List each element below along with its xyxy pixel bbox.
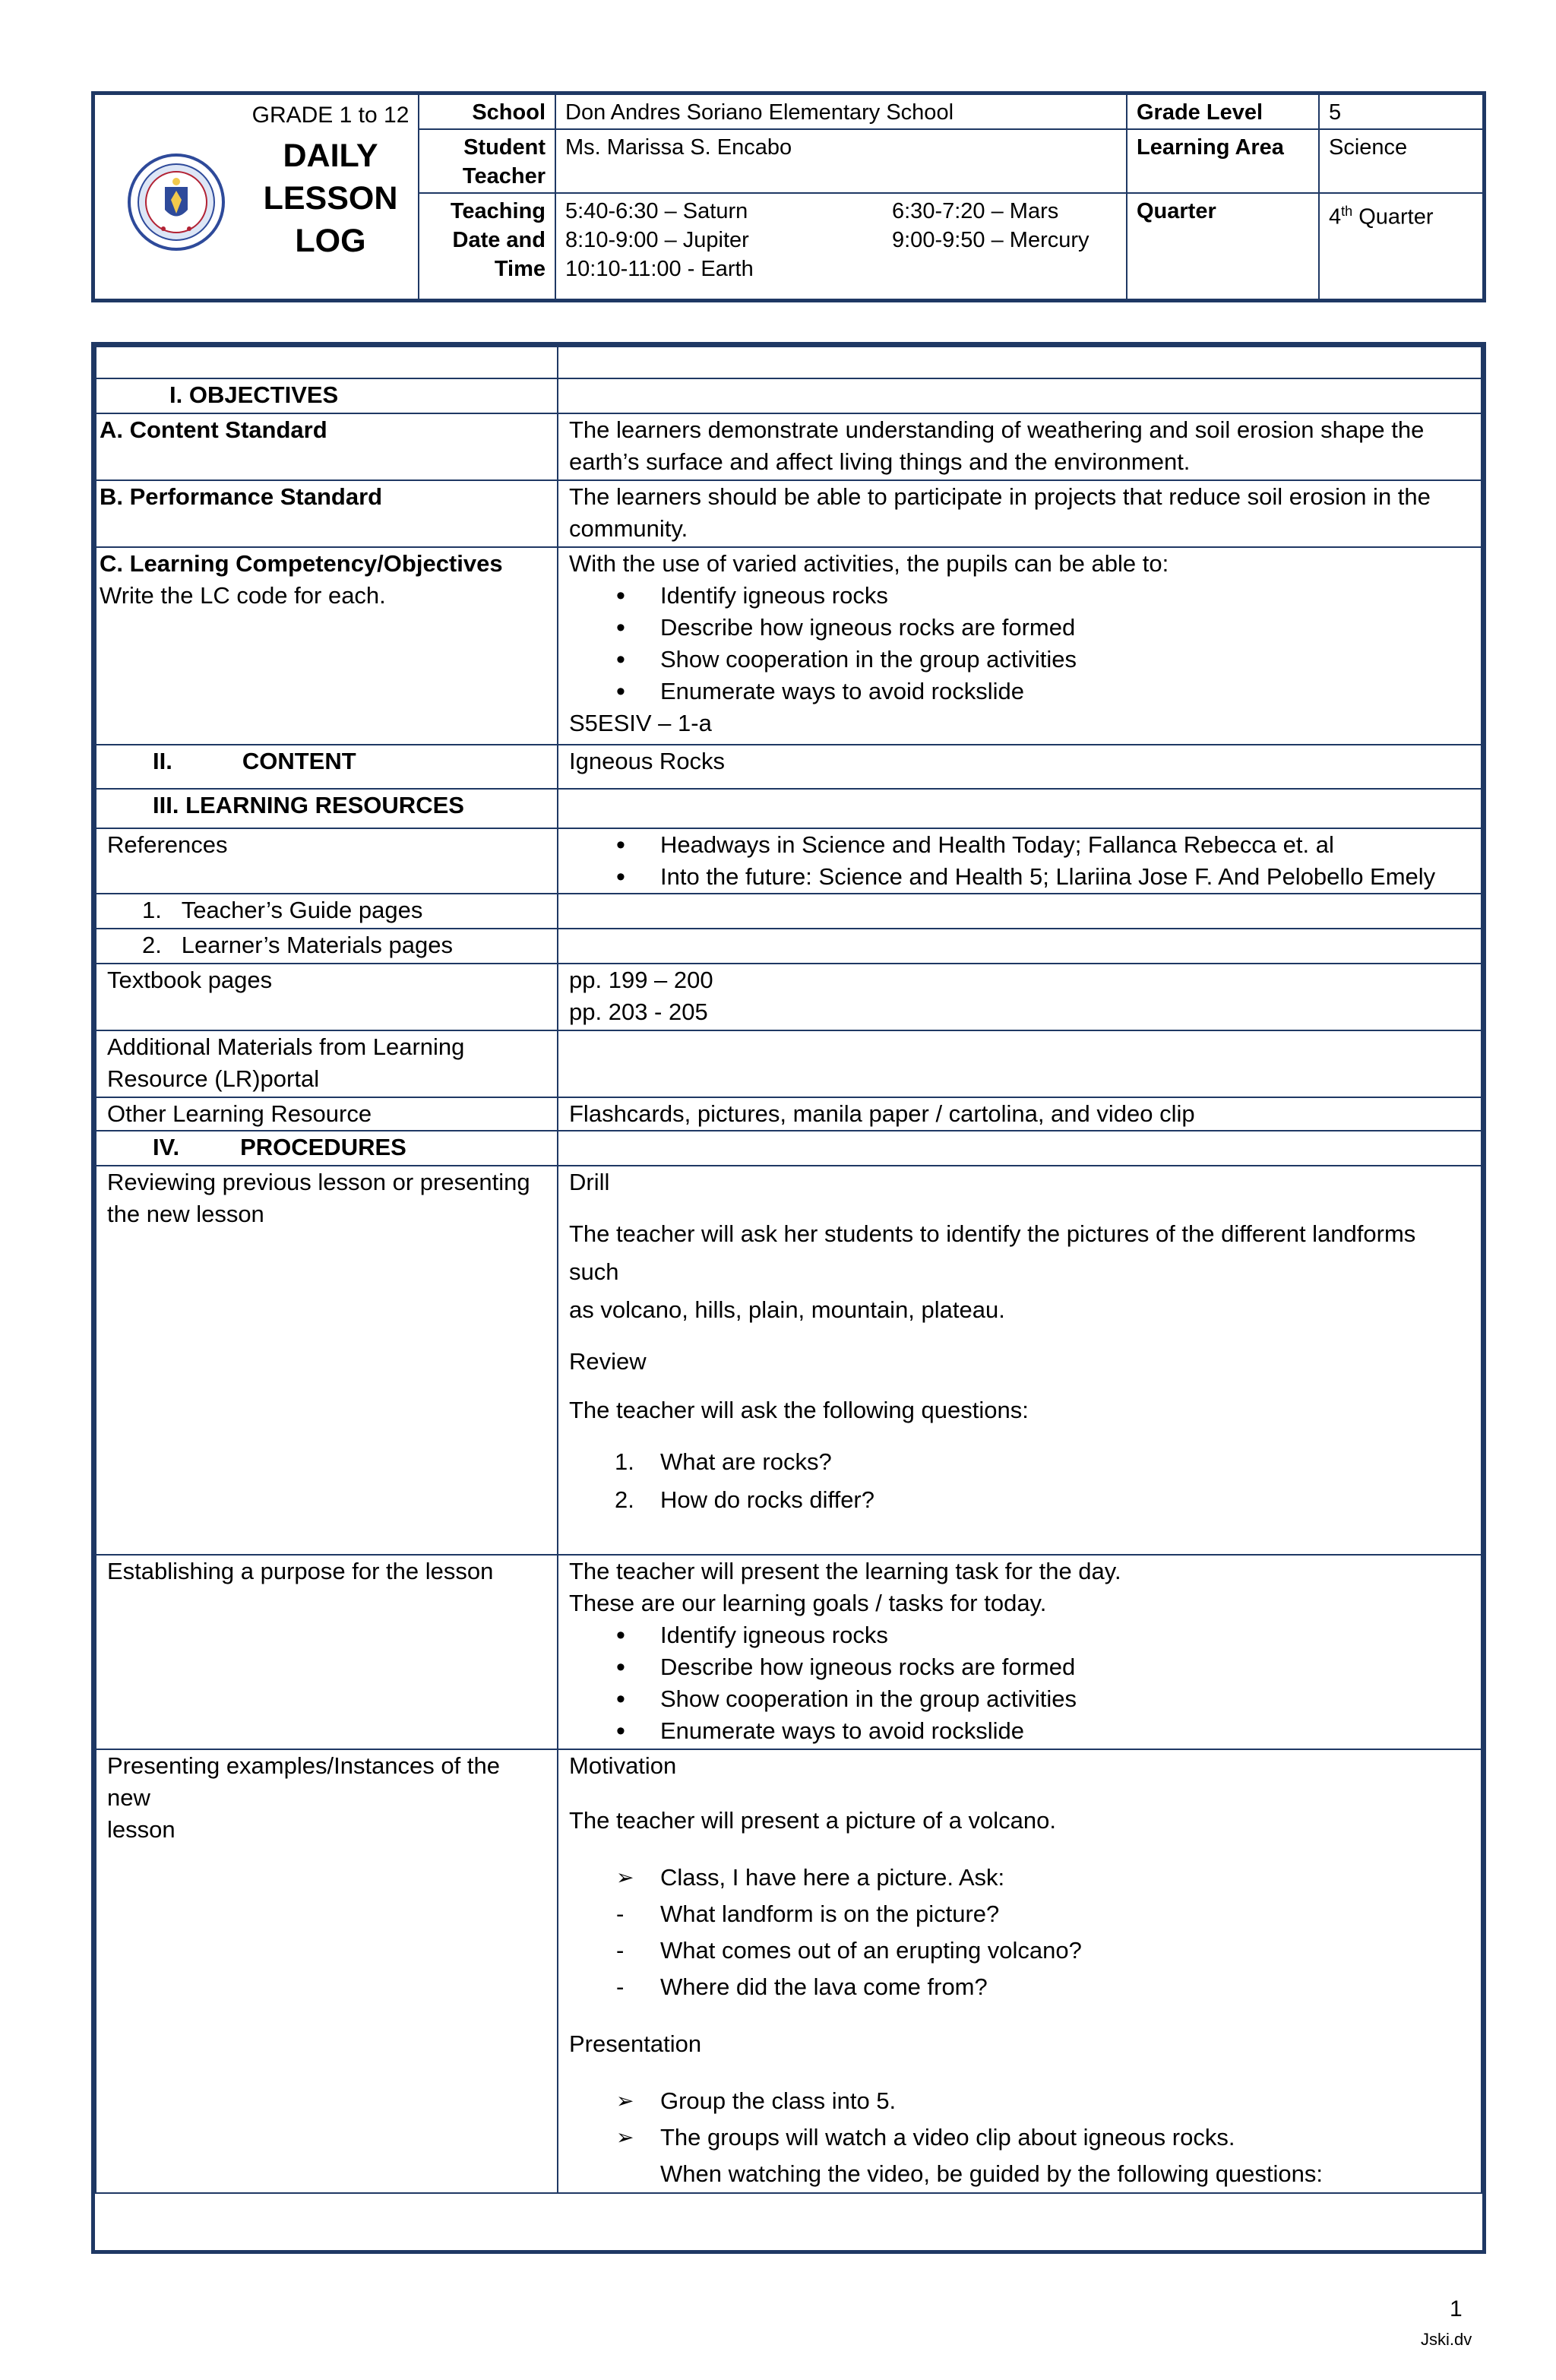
blank-cell [96,347,558,378]
references-label: References [96,828,558,894]
grade-level-value: 5 [1320,95,1482,130]
learning-area-value: Science [1320,130,1482,194]
review-value: Drill The teacher will ask her students to identify the pictures of the different landforms such as volcano, hills, plain, mountain, plateau. Review The teacher will ask the following questions: 1. What are rocks? 2. How do rocks differ? [558,1166,1482,1555]
list-item: • Show cooperation in the group activities [615,1683,1470,1715]
list-item: • Enumerate ways to avoid rockslide [615,1715,1470,1747]
deped-seal-icon [127,153,226,252]
examples-label: Presenting examples/Instances of the new lesson [96,1749,558,2193]
list-item: • Headways in Science and Health Today; Fallanca Rebecca et. al [615,829,1470,861]
student-teacher-label: Student Teacher [419,130,556,194]
other-resource-label: Other Learning Resource [96,1097,558,1131]
learners-materials-label: 2. Learner’s Materials pages [96,929,558,964]
content-value: Igneous Rocks [558,745,1482,789]
textbook-pages-value: pp. 199 – 200 pp. 203 - 205 [558,964,1482,1030]
blank-cell [558,894,1482,929]
list-item: • Describe how igneous rocks are formed [615,612,1470,644]
references-value [558,828,1482,894]
objectives-heading: I. OBJECTIVES [96,378,558,413]
list-item: 1. What are rocks? [615,1448,832,1475]
blank-cell [558,347,1482,378]
daily-lesson-log-title: DAILY LESSON LOG [263,138,398,259]
schedule-slot: 6:30-7:20 – Mars [892,199,1059,223]
performance-standard-label: B. Performance Standard [96,480,558,547]
purpose-value: The teacher will present the learning task for the day. These are our learning goals / tasks for today. • Identify igneous rocks • Describe how igneous rocks are formed • Show cooperation in the group activities • Enumerate ways to avoid rockslide [558,1555,1482,1749]
teaching-date-time-label: Teaching Date and Time [419,194,556,299]
lesson-log-table [91,342,1486,2254]
list-item: • Describe how igneous rocks are formed [615,1651,1470,1683]
blank-cell [558,378,1482,413]
schedule-slot: 10:10-11:00 - Earth [565,257,754,281]
list-item: 2. How do rocks differ? [615,1486,874,1513]
learning-competency-value: With the use of varied activities, the pupils can be able to: • Identify igneous rocks • Describe how igneous rocks are formed • Show cooperation in the group activities • Enumerate ways to avoid rockslide S5ESIV – 1-a [558,547,1482,745]
content-standard-value: The learners demonstrate understanding of weathering and soil erosion shape the earth’s surface and affect living things and the environment. [558,413,1482,480]
schedule-slot: 9:00-9:50 – Mercury [892,228,1090,252]
list-item: ➢ The groups will watch a video clip about igneous rocks. [615,2119,1470,2156]
quarter-value: 4th Quarter [1329,204,1434,229]
review-label: Reviewing previous lesson or presenting the new lesson [96,1166,558,1555]
blank-cell [558,929,1482,964]
list-item: • Into the future: Science and Health 5; Llariina Jose F. And Pelobello Emely [615,861,1470,893]
list-item: • Identify igneous rocks [615,580,1470,612]
other-resource-value: Flashcards, pictures, manila paper / cartolina, and video clip [558,1097,1482,1131]
learning-resources-heading: III. LEARNING RESOURCES [96,789,558,828]
teachers-guide-label: 1. Teacher’s Guide pages [96,894,558,929]
brand-cell [95,95,419,299]
page-number: 1 [1450,2296,1463,2321]
performance-standard-value: The learners should be able to participate in projects that reduce soil erosion in the community. [558,480,1482,547]
examples-value: Motivation The teacher will present a picture of a volcano. ➢ Class, I have here a picture. Ask: - What landform is on the picture? - What comes out of an erupting volcano? - Where did the lava come from? Presentation ➢ Group the class into 5. ➢ The groups will watch a video clip about igneous rocks. When watching the video, be guided by the following questions: [558,1749,1482,2193]
school-value: Don Andres Soriano Elementary School [556,95,1127,130]
presentation-follow-text: When watching the video, be guided by the following questions: [660,2160,1324,2187]
list-item: - What comes out of an erupting volcano? [615,1932,1470,1969]
lc-code: S5ESIV – 1-a [569,710,712,736]
learning-competency-label: C. Learning Competency/Objectives Write the LC code for each. [96,547,558,745]
purpose-label: Establishing a purpose for the lesson [96,1555,558,1749]
additional-materials-label: Additional Materials from Learning Resource (LR)portal [96,1030,558,1097]
list-item: • Enumerate ways to avoid rockslide [615,676,1470,707]
content-heading: II. CONTENT [96,745,558,789]
blank-cell [558,1131,1482,1166]
footer-tag: Jski.dv [1421,2330,1472,2349]
list-item: ➢ Class, I have here a picture. Ask: [615,1859,1470,1896]
grade-range: GRADE 1 to 12 [251,103,410,128]
teaching-schedule [556,194,1127,299]
list-item: ➢ Group the class into 5. [615,2083,1470,2119]
content-standard-label: A. Content Standard [96,413,558,480]
list-item: - What landform is on the picture? [615,1896,1470,1932]
list-item: - Where did the lava come from? [615,1969,1470,2005]
schedule-slot: 5:40-6:30 – Saturn [565,199,748,223]
textbook-pages-label: Textbook pages [96,964,558,1030]
quarter-label: Quarter [1127,194,1320,299]
lesson-log-header [91,91,1486,302]
student-teacher-value: Ms. Marissa S. Encabo [556,130,1127,194]
learning-area-label: Learning Area [1127,130,1320,194]
list-item: • Show cooperation in the group activities [615,644,1470,676]
school-label: School [419,95,556,130]
procedures-heading: IV. PROCEDURES [96,1131,558,1166]
blank-cell [558,789,1482,828]
list-item: • Identify igneous rocks [615,1619,1470,1651]
grade-level-label: Grade Level [1127,95,1320,130]
schedule-slot: 8:10-9:00 – Jupiter [565,228,749,252]
blank-cell [558,1030,1482,1097]
